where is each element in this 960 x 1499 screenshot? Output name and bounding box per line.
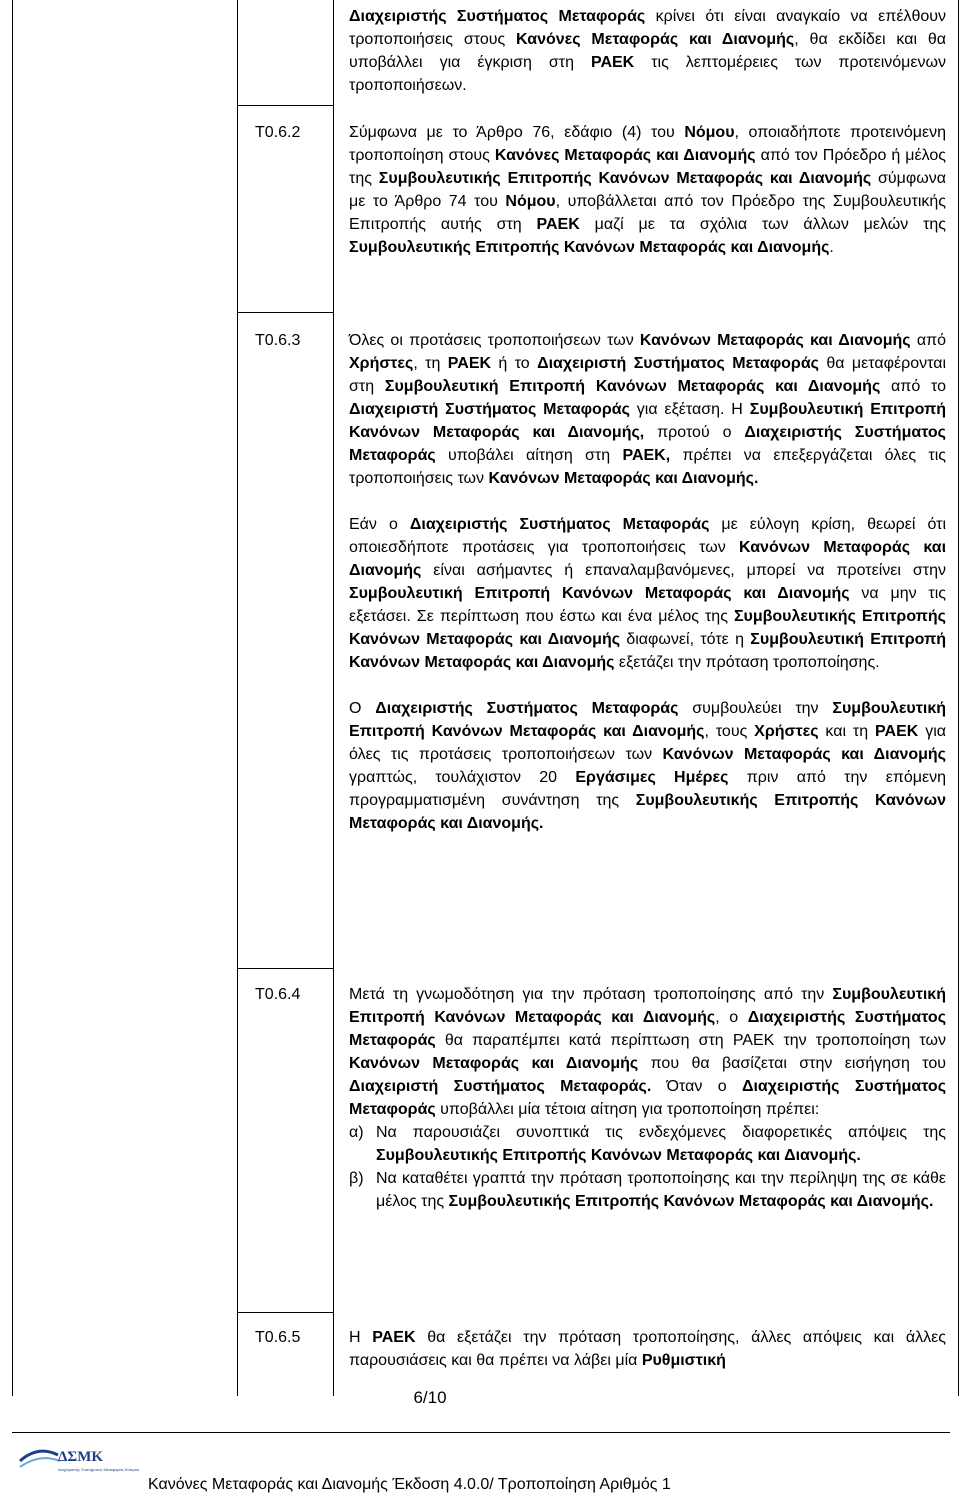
defined-term: Κανόνες Μεταφοράς και Διανομής xyxy=(494,147,756,164)
text-run: και τη xyxy=(818,723,876,740)
defined-term: ΡΑΕΚ, xyxy=(622,447,671,464)
text-run: πρέπει να επεξεργάζεται όλες τις τροποποιήσεις των xyxy=(349,447,946,487)
paragraph xyxy=(349,121,946,259)
defined-term: Διαχειριστή Συστήματος Μεταφοράς xyxy=(349,401,630,418)
defined-term: Συμβουλευτική Επιτροπή Κανόνων Μεταφοράς και Διανομής xyxy=(349,986,946,1026)
defined-term: Νόμου xyxy=(505,193,556,210)
paragraph xyxy=(349,5,946,97)
defined-term: Διαχειριστής Συστήματος Μεταφοράς xyxy=(349,424,946,464)
text-run: Να καταθέτει γραπτά την πρόταση τροποποίησης και την περίληψη της σε κάθε μέλος της xyxy=(376,1170,946,1210)
defined-term: Ρυθμιστική xyxy=(641,1352,726,1369)
defined-term: Συμβουλευτική Επιτροπή Κανόνων Μεταφοράς και Διανομής xyxy=(349,631,946,671)
defined-term: ΡΑΕΚ xyxy=(875,723,919,740)
defined-term: Συμβουλευτική Επιτροπή Κανόνων Μεταφοράς και Διανομής xyxy=(384,378,881,395)
defined-term: Διαχειριστής Συστήματος Μεταφοράς xyxy=(349,1078,947,1118)
table-right-border xyxy=(958,0,959,1396)
defined-term: Κανόνων Μεταφοράς και Διανομής xyxy=(662,746,946,763)
text-run: υποβάλλει μία τέτοια αίτηση για τροποποίηση πρέπει: xyxy=(435,1101,820,1118)
defined-term: ΡΑΕΚ xyxy=(536,216,580,233)
text-run: μαζί με τα σχόλια των άλλων μελών της xyxy=(579,216,946,233)
text-run: από xyxy=(910,332,947,349)
logo-subtitle: Διαχειριστής Συστήματος Μεταφοράς Κύπρου xyxy=(58,1467,140,1472)
text-run: τις λεπτομέρειες των προτεινόμενων τροποποιήσεων. xyxy=(349,54,946,94)
text-run: να μην τις εξετάσει. Σε περίπτωση που έστω και ένα μέλος της xyxy=(349,585,946,625)
text-run: εξετάζει την πρόταση τροποποίησης. xyxy=(614,654,880,671)
text-run: Όταν ο xyxy=(651,1078,742,1095)
text-run: για εξέταση. Η xyxy=(629,401,750,418)
paragraph xyxy=(349,1326,946,1372)
defined-term: Συμβουλευτική Επιτροπή Κανόνων Μεταφοράς και Διανομής, xyxy=(349,401,947,441)
section-text xyxy=(349,5,946,97)
text-run: είναι ασήμαντες ή επαναλαμβανόμενες, μπορεί να προτείνει στην xyxy=(421,562,946,579)
text-run: . xyxy=(829,239,834,256)
list-marker: β) xyxy=(349,1170,364,1187)
defined-term: Χρήστες xyxy=(349,355,414,372)
text-run: Όλες οι προτάσεις τροποποιήσεων των xyxy=(349,332,640,349)
list-item xyxy=(349,1167,946,1213)
row-separator xyxy=(237,968,333,969)
text-run: από τον Πρόεδρο ή μέλος της xyxy=(349,147,947,187)
table-column-divider-2 xyxy=(333,0,334,1396)
text-run: υποβάλει αίτηση στη xyxy=(435,447,623,464)
row-separator xyxy=(237,312,333,313)
logo-graphic xyxy=(18,1441,140,1481)
defined-term: Κανόνων Μεταφοράς και Διανομής xyxy=(639,332,911,349)
list-marker: α) xyxy=(349,1124,364,1141)
table-left-border xyxy=(12,0,13,1396)
paragraph xyxy=(349,513,946,674)
section-ref: Τ0.6.5 xyxy=(255,1329,301,1346)
paragraph xyxy=(349,697,946,835)
defined-term: Συμβουλευτικής Επιτροπής Κανόνων Μεταφοράς και Διανομής xyxy=(349,239,830,256)
table-column-divider-1 xyxy=(237,0,238,1396)
list-item xyxy=(349,1121,946,1167)
text-run: Εάν ο xyxy=(349,516,410,533)
text-run: σύμφωνα με το Άρθρο 74 του xyxy=(349,170,947,210)
text-run: από το xyxy=(880,378,946,395)
row-separator xyxy=(237,105,333,106)
section-ref: Τ0.6.2 xyxy=(255,124,301,141)
defined-term: Κανόνων Μεταφοράς και Διανομής. xyxy=(488,470,759,487)
footer-text: Κανόνες Μεταφοράς και Διανομής Έκδοση 4.0.0/ Τροποποίηση Αριθμός 1 xyxy=(148,1476,671,1493)
defined-term: Διαχειριστής Συστήματος Μεταφοράς xyxy=(349,8,646,25)
text-run: Η xyxy=(349,1329,373,1346)
defined-term: Διαχειριστής Συστήματος Μεταφοράς xyxy=(409,516,710,533)
defined-term: Κανόνες Μεταφοράς και Διανομής xyxy=(516,31,795,48)
defined-term: ΡΑΕΚ xyxy=(590,54,635,71)
section-text xyxy=(349,1326,946,1372)
defined-term: Συμβουλευτικής Επιτροπής Κανόνων Μεταφοράς και Διανομής xyxy=(349,608,946,648)
defined-term: Συμβουλευτική Επιτροπή Κανόνων Μεταφοράς και Διανομής xyxy=(349,585,850,602)
defined-term: Συμβουλευτικής Επιτροπής Κανόνων Μεταφοράς και Διανομής. xyxy=(376,1147,861,1164)
defined-term: Συμβουλευτικής Επιτροπής Κανόνων Μεταφοράς και Διανομής xyxy=(378,170,872,187)
text-run: , τους xyxy=(704,723,755,740)
defined-term: Διαχειριστή Συστήματος Μεταφοράς. xyxy=(349,1078,652,1095)
text-run: που θα βασίζεται στην εισήγηση του xyxy=(638,1055,946,1072)
text-run: για όλες τις προτάσεις τροποποιήσεων των xyxy=(349,723,946,763)
text-run: προτού ο xyxy=(644,424,745,441)
defined-term: ΡΑΕΚ xyxy=(447,355,492,372)
text-run: με εύλογη κρίση, θεωρεί ότι οποιεσδήποτε προτάσεις για τροποποιήσεις των xyxy=(349,516,947,556)
defined-term: Εργάσιμες Ημέρες xyxy=(575,769,729,786)
paragraph xyxy=(349,329,946,490)
text-run: πριν από την επόμενη προγραμματισμένη συνάντηση της xyxy=(349,769,947,809)
text-run: , υποβάλλεται από τον Πρόεδρο της Συμβουλευτικής Επιτροπής αυτής στη xyxy=(349,193,947,233)
text-run: Να παρουσιάζει συνοπτικά τις ενδεχόμενες διαφορετικές απόψεις της xyxy=(376,1124,946,1141)
text-run: Ο xyxy=(349,700,376,717)
defined-term: Συμβουλευτικής Επιτροπής Κανόνων Μεταφοράς και Διανομής. xyxy=(349,792,946,832)
text-run: γραπτώς, τουλάχιστον 20 xyxy=(349,769,576,786)
row-separator xyxy=(237,1312,333,1313)
text-run: συμβουλεύει την xyxy=(678,700,833,717)
text-run: Μετά τη γνωμοδότηση για την πρόταση τροποποίησης από την xyxy=(349,986,833,1003)
defined-term: Διαχειριστής Συστήματος Μεταφοράς xyxy=(349,1009,947,1049)
text-run: θα μεταφέρονται στη xyxy=(349,355,947,395)
logo-text: ΔΣΜΚ xyxy=(58,1449,104,1465)
section-text xyxy=(349,983,946,1213)
defined-term: Συμβουλευτική Επιτροπή Κανόνων Μεταφοράς και Διανομής xyxy=(349,700,947,740)
defined-term: ΡΑΕΚ xyxy=(372,1329,416,1346)
section-text xyxy=(349,329,946,835)
defined-term: Συμβουλευτικής Επιτροπής Κανόνων Μεταφοράς και Διανομής. xyxy=(448,1193,934,1210)
defined-term: Νόμου xyxy=(684,124,735,141)
text-run: , οποιαδήποτε προτεινόμενη τροποποίηση στους xyxy=(349,124,946,164)
text-run: , ο xyxy=(715,1009,748,1026)
defined-term: Διαχειριστής Συστήματος Μεταφοράς xyxy=(375,700,679,717)
page-number: 6/10 xyxy=(413,1388,447,1407)
text-run: θα παραπέμπει κατά περίπτωση στη ΡΑΕΚ την τροποποίηση των xyxy=(435,1032,946,1049)
defined-term: Κανόνων Μεταφοράς και Διανομής xyxy=(349,1055,639,1072)
section-ref: Τ0.6.3 xyxy=(255,332,301,349)
requirements-list xyxy=(349,1121,946,1213)
paragraph xyxy=(349,983,946,1121)
text-run: θα εξετάζει την πρόταση τροποποίησης, άλλες απόψεις και άλλες παρουσιάσεις και θα πρέπει να λάβει μία xyxy=(349,1329,947,1369)
text-run: , τη xyxy=(413,355,448,372)
section-text xyxy=(349,121,946,259)
section-ref: Τ0.6.4 xyxy=(255,986,301,1003)
text-run: , θα εκδίδει και θα υποβάλλει για έγκριση στη xyxy=(349,31,946,71)
company-logo xyxy=(18,1441,140,1481)
text-run: Σύμφωνα με το Άρθρο 76, εδάφιο (4) του xyxy=(349,124,685,141)
footer-rule xyxy=(12,1432,950,1433)
text-run: κρίνει ότι είναι αναγκαίο να επέλθουν τροποποιήσεις στους xyxy=(349,8,946,48)
defined-term: Διαχειριστή Συστήματος Μεταφοράς xyxy=(537,355,819,372)
defined-term: Χρήστες xyxy=(754,723,819,740)
text-run: ή το xyxy=(491,355,538,372)
text-run: διαφωνεί, τότε η xyxy=(620,631,751,648)
defined-term: Κανόνων Μεταφοράς και Διανομής xyxy=(349,539,947,579)
